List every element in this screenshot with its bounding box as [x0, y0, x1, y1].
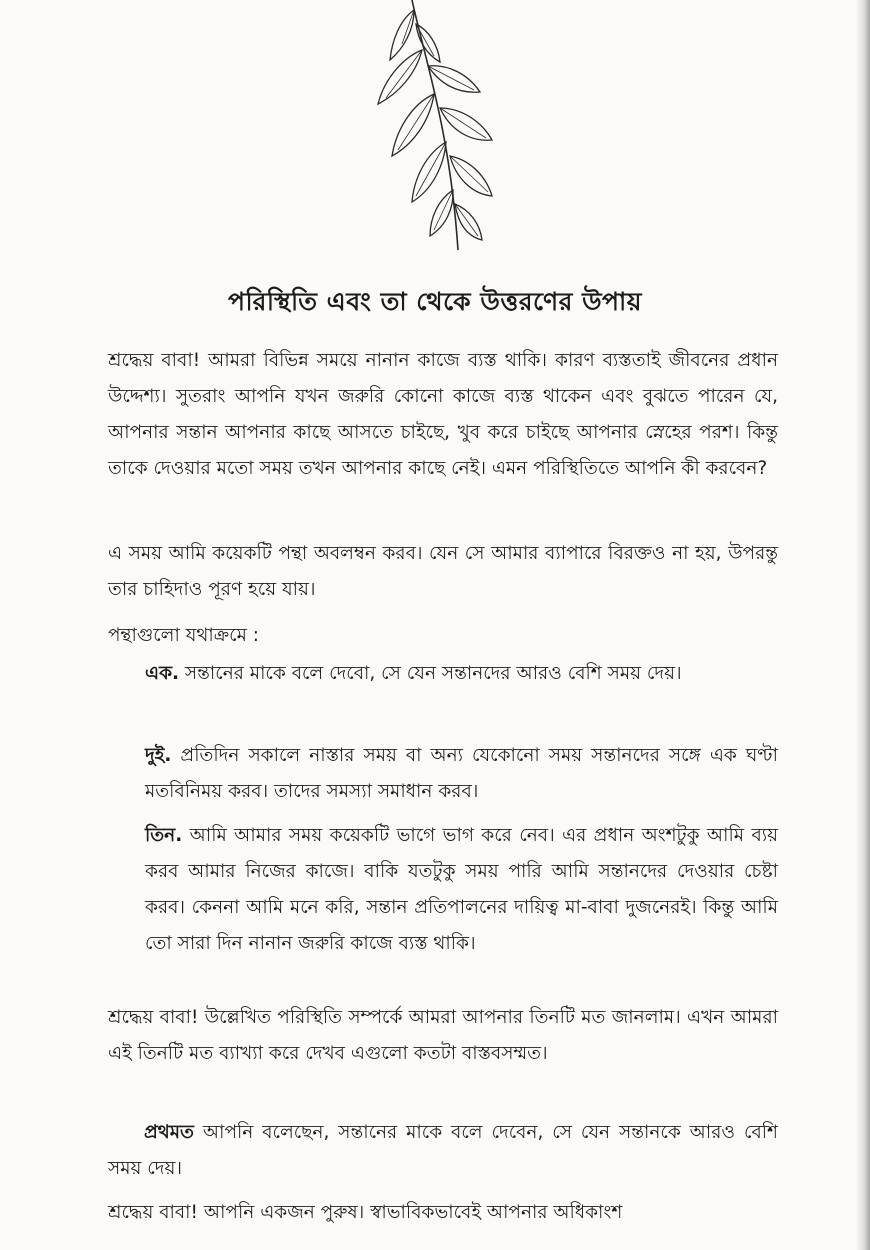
list-item-three-label: তিন. — [145, 825, 183, 846]
list-item-two — [145, 738, 778, 810]
first-point-label: প্রথমত — [144, 1122, 194, 1143]
list-item-two-label: দুই. — [145, 745, 172, 766]
list-item-one-text: সন্তানের মাকে বলে দেবো, সে যেন সন্তানদের আরও বেশি সময় দেয়। — [179, 663, 682, 684]
paragraph-closing: শ্রদ্ধেয় বাবা! আপনি একজন পুরুষ। স্বাভাবিকভাবেই আপনার অধিকাংশ — [108, 1202, 623, 1223]
page-title: পরিস্থিতি এবং তা থেকে উত্তরণের উপায় — [227, 287, 642, 316]
paragraph-intro: শ্রদ্ধেয় বাবা! আমরা বিভিন্ন সময়ে নানান কাজে ব্যস্ত থাকি। কারণ ব্যস্ততাই জীবনের প্রধান উদ্দেশ্য। সুতরাং আপনি যখন জরুরি কোনো কাজে ব্যস্ত থাকেন এবং বুঝতে পারেন যে, আপনার সন্তান আপনার কাছে আসতে চাইছে, খুব করে চাইছে আপনার স্নেহের পরশ। কিন্তু তাকে দেওয়ার মতো সময় তখন আপনার কাছে নেই। এমন পরিস্থিতিতে আপনি কী করবেন? — [108, 350, 778, 479]
paragraph-answer: এ সময় আমি কয়েকটি পন্থা অবলম্বন করব। যেন সে আমার ব্যাপারে বিরক্তও না হয়, উপরন্তু তার চাহিদাও পূরণ হয়ে যায়। — [108, 543, 778, 600]
paragraph-summary: শ্রদ্ধেয় বাবা! উল্লেখিত পরিস্থিতি সম্পর্কে আমরা আপনার তিনটি মত জানলাম। এখন আমরা এই তিনটি মত ব্যাখ্যা করে দেখব এগুলো কতটা বাস্তবসম্মত। — [108, 1007, 778, 1064]
list-item-three-text: আমি আমার সময় কয়েকটি ভাগে ভাগ করে নেব। এর প্রধান অংশটুকু আমি ব্যয় করব আমার নিজের কাজে। বাকি যতটুকু সময় পারি আমি সন্তানদের দেওয়ার চেষ্টা করব। কেননা আমি মনে করি, সন্তান প্রতিপালনের দায়িত্ব মা-বাবা দুজনেরই। কিন্তু আমি তো সারা দিন নানান জরুরি কাজে ব্যস্ত থাকি। — [145, 825, 778, 954]
list-item-one — [145, 656, 778, 692]
page-edge-shadow — [856, 0, 870, 1250]
list-item-two-text: প্রতিদিন সকালে নাস্তার সময় বা অন্য যেকোনো সময় সন্তানদের সঙ্গে এক ঘণ্টা মতবিনিময় করব। তাদের সমস্যা সমাধান করব। — [145, 745, 778, 802]
list-item-one-label: এক. — [145, 663, 180, 684]
first-point-text: আপনি বলেছেন, সন্তানের মাকে বলে দেবেন, সে যেন সন্তানকে আরও বেশি সময় দেয়। — [108, 1122, 778, 1179]
paragraph-first-point — [108, 1115, 778, 1187]
list-item-three — [145, 818, 778, 962]
leaf-branch-icon — [330, 0, 530, 260]
paragraph-list-intro: পন্থাগুলো যথাক্রমে : — [108, 625, 260, 646]
